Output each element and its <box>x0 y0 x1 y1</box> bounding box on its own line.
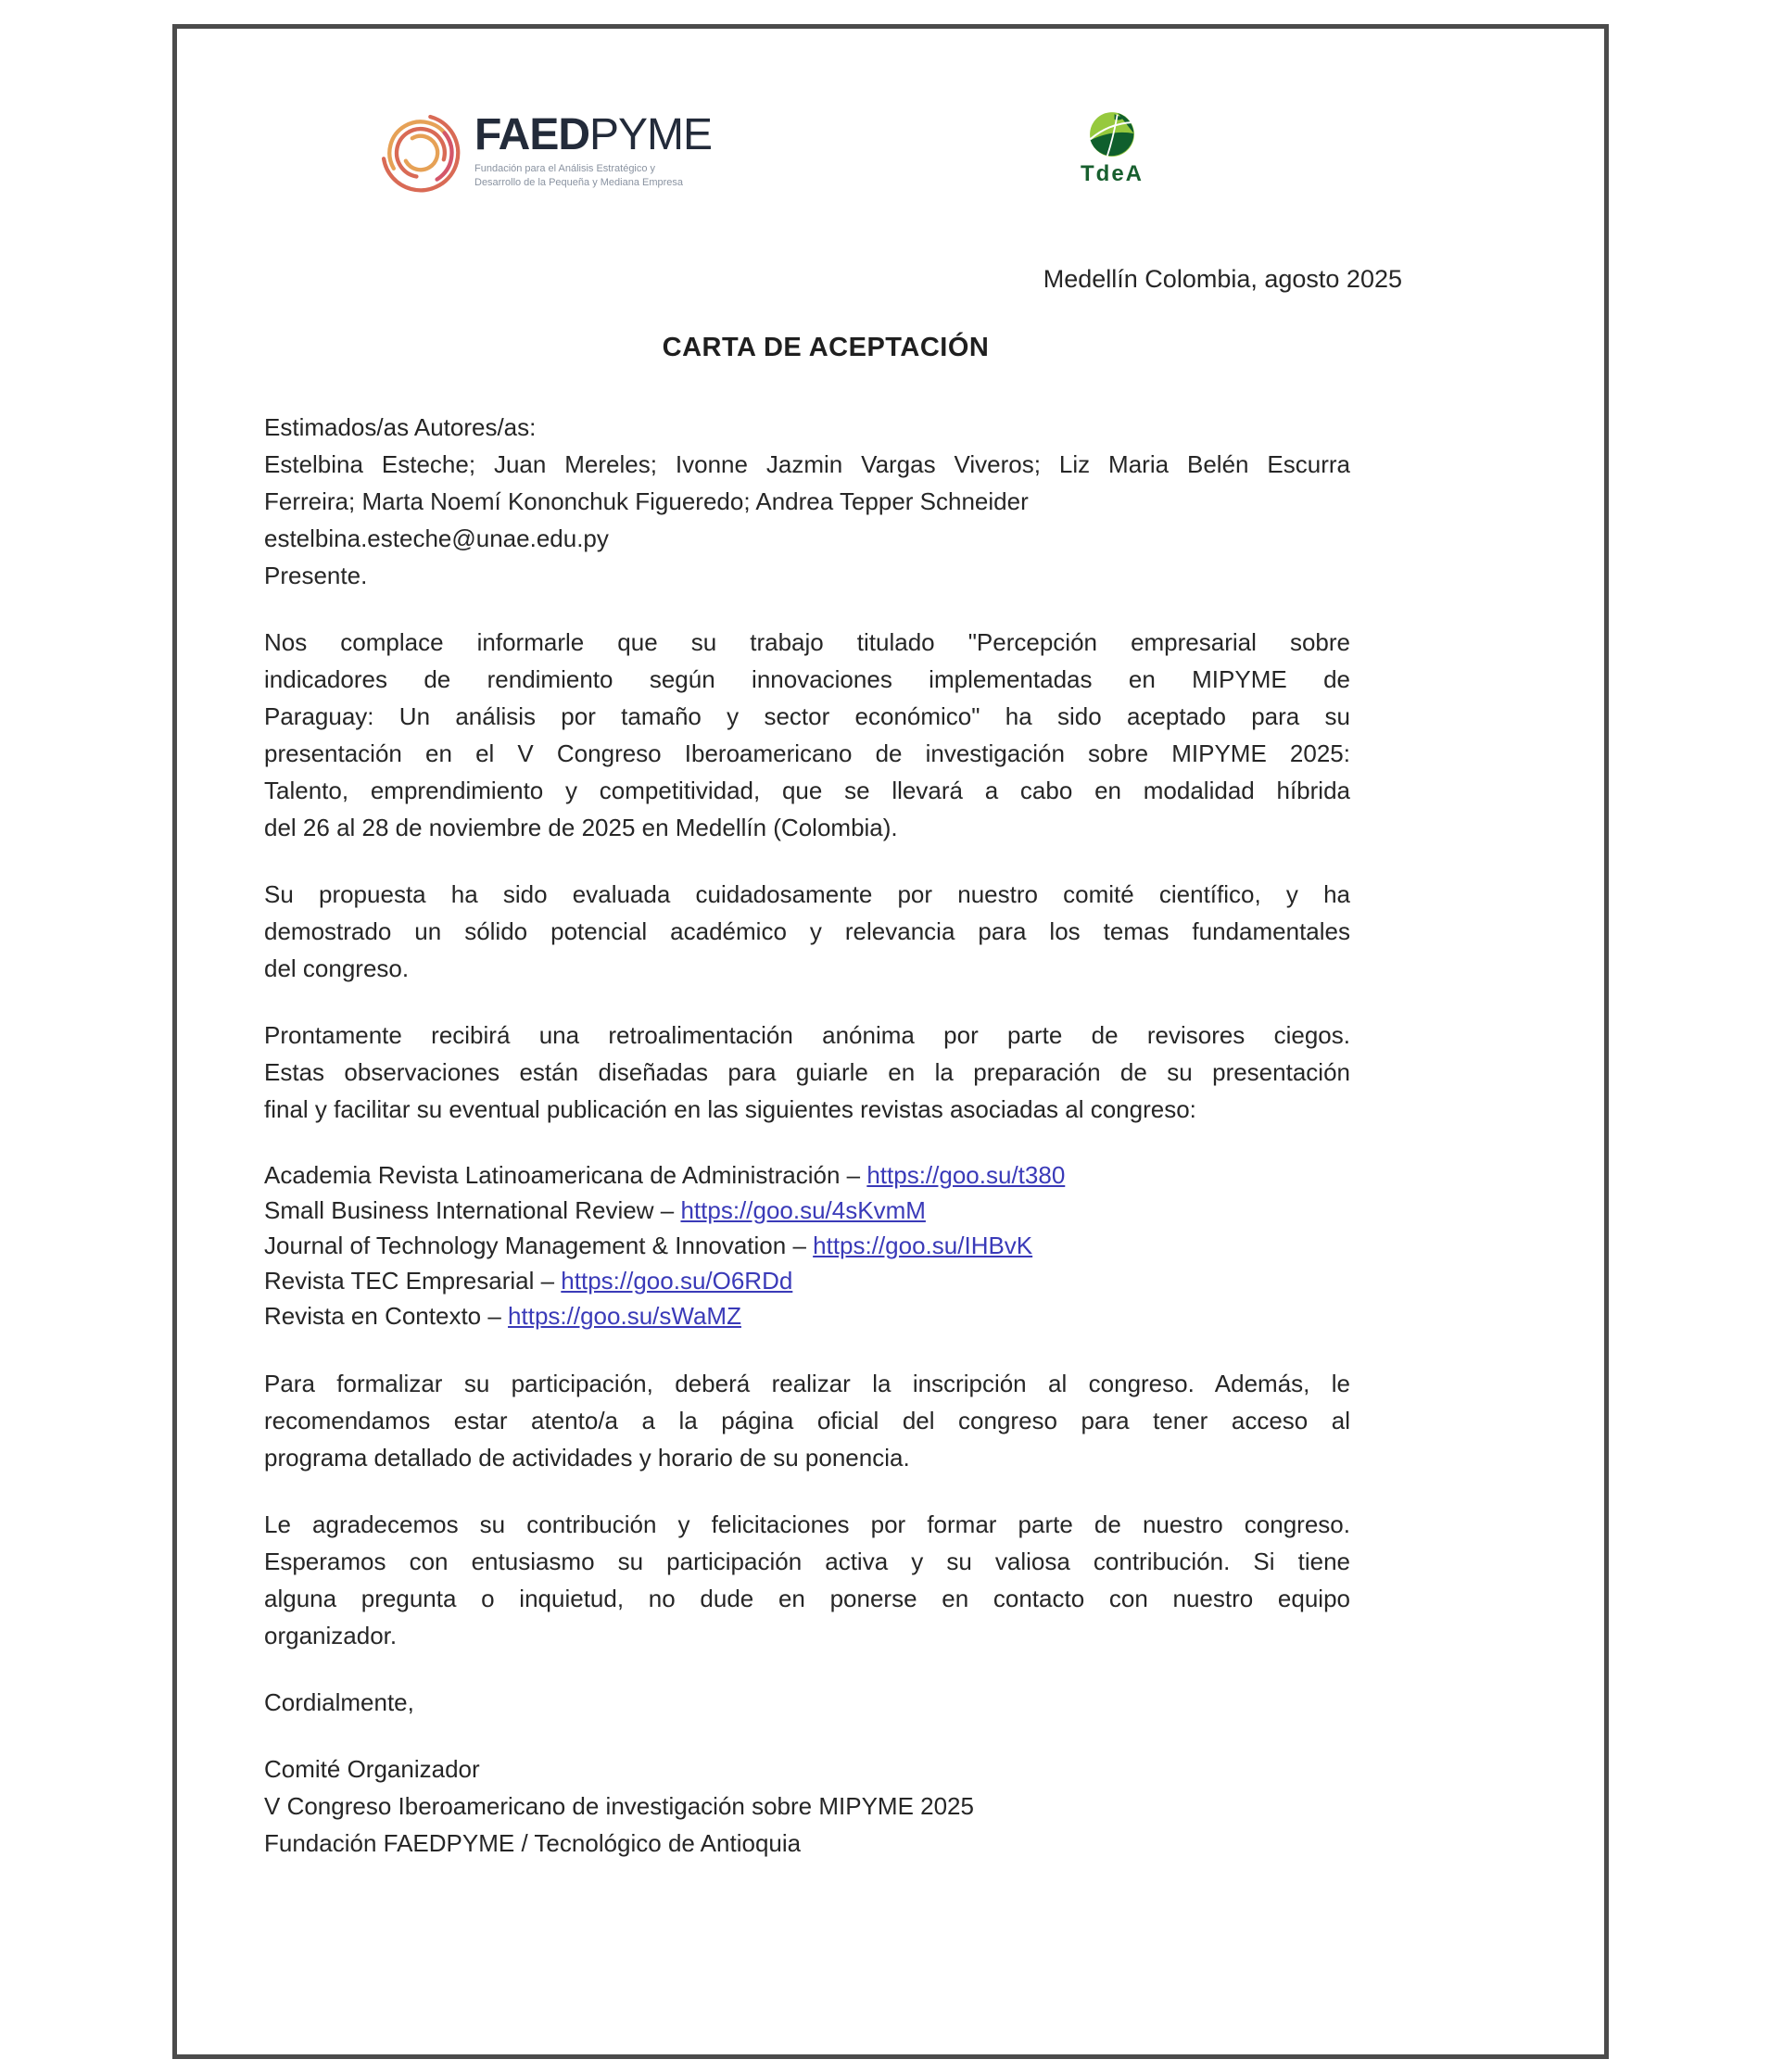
journal-name: Small Business International Review – <box>264 1196 681 1224</box>
signature-organizations: Fundación FAEDPYME / Tecnológico de Antioquia <box>264 1829 802 1857</box>
paragraph-line: final y facilitar su eventual publicación en las siguientes revistas asociadas al congreso: <box>264 1095 1196 1123</box>
paragraph-line: Nos complace informarle que su trabajo titulado "Percepción empresarial sobre <box>264 628 1350 656</box>
paragraph-thanks <box>264 1506 1350 1654</box>
paragraph-evaluation <box>264 876 1350 987</box>
letter-body <box>264 409 1350 1862</box>
dateline: Medellín Colombia, agosto 2025 <box>1043 265 1402 293</box>
faedpyme-wordmark-bold: FAED <box>474 110 590 159</box>
paragraph-line: Paraguay: Un análisis por tamaño y sector económico" ha sido aceptado para su <box>264 702 1350 730</box>
paragraph-line: Le agradecemos su contribución y felicitaciones por formar parte de nuestro congreso. <box>264 1510 1350 1538</box>
faedpyme-wordmark-light: PYME <box>589 110 713 159</box>
journal-name: Revista en Contexto – <box>264 1302 509 1330</box>
closing-salutation: Cordialmente, <box>264 1688 414 1716</box>
journal-item <box>264 1298 1350 1333</box>
paragraph-line: Para formalizar su participación, deberá realizar la inscripción al congreso. Además, le <box>264 1370 1350 1397</box>
letter-title: CARTA DE ACEPTACIÓN <box>662 333 990 362</box>
presente-line: Presente. <box>264 562 368 589</box>
journal-link[interactable]: https://goo.su/sWaMZ <box>508 1302 741 1330</box>
journal-name: Journal of Technology Management & Innovation – <box>264 1232 814 1259</box>
paragraph-line: del 26 al 28 de noviembre de 2025 en Medellín (Colombia). <box>264 814 898 841</box>
letter-page <box>172 24 1609 2059</box>
journal-item <box>264 1157 1350 1193</box>
paragraph-line: Estas observaciones están diseñadas para guiarle en la preparación de su presentación <box>264 1058 1350 1086</box>
paragraph-line: Su propuesta ha sido evaluada cuidadosamente por nuestro comité científico, y ha <box>264 880 1350 908</box>
journal-item <box>264 1263 1350 1298</box>
contact-email: estelbina.esteche@unae.edu.py <box>264 524 609 552</box>
journal-link[interactable]: https://goo.su/IHBvK <box>813 1232 1033 1259</box>
paragraph-line: Talento, emprendimiento y competitividad, que se llevará a cabo en modalidad híbrida <box>264 777 1350 804</box>
paragraph-line: indicadores de rendimiento según innovaciones implementadas en MIPYME de <box>264 665 1350 693</box>
paragraph-line: recomendamos estar atento/a a la página oficial del congreso para tener acceso al <box>264 1407 1350 1434</box>
journal-item <box>264 1193 1350 1228</box>
journal-link[interactable]: https://goo.su/t380 <box>866 1161 1066 1189</box>
journal-name: Academia Revista Latinoamericana de Administración – <box>264 1161 867 1189</box>
paragraph-line: Esperamos con entusiasmo su participación activa y su valiosa contribución. Si tiene <box>264 1548 1350 1575</box>
journal-name: Revista TEC Empresarial – <box>264 1267 562 1295</box>
paragraph-line: Prontamente recibirá una retroalimentación anónima por parte de revisores ciegos. <box>264 1021 1350 1049</box>
signature-congress: V Congreso Iberoamericano de investigación sobre MIPYME 2025 <box>264 1792 974 1820</box>
journal-link[interactable]: https://goo.su/4sKvmM <box>680 1196 926 1224</box>
paragraph-line: alguna pregunta o inquietud, no dude en ponerse en contacto con nuestro equipo <box>264 1585 1350 1612</box>
paragraph-registration <box>264 1365 1350 1476</box>
tdea-globe-icon <box>1088 110 1136 158</box>
faedpyme-logo <box>374 108 712 197</box>
signature-block <box>264 1750 1350 1862</box>
tdea-logo <box>1061 110 1163 187</box>
faedpyme-swirl-icon <box>374 108 463 197</box>
paragraph-line: del congreso. <box>264 954 410 982</box>
paragraph-line: programa detallado de actividades y horario de su ponencia. <box>264 1444 910 1472</box>
paragraph-line: demostrado un sólido potencial académico y relevancia para los temas fundamentales <box>264 917 1350 945</box>
journal-item <box>264 1228 1350 1263</box>
salutation: Estimados/as Autores/as: <box>264 413 537 441</box>
paragraph-line: presentación en el V Congreso Iberoamericano de investigación sobre MIPYME 2025: <box>264 739 1350 767</box>
faedpyme-text <box>474 112 712 197</box>
signature-committee: Comité Organizador <box>264 1755 480 1783</box>
paragraph-acceptance <box>264 624 1350 846</box>
authors-line: Ferreira; Marta Noemí Kononchuk Figueredo; Andrea Tepper Schneider <box>264 487 1029 515</box>
journal-list <box>264 1157 1350 1333</box>
journal-link[interactable]: https://goo.su/O6RDd <box>561 1267 793 1295</box>
authors-line: Estelbina Esteche; Juan Mereles; Ivonne Jazmin Vargas Viveros; Liz Maria Belén Escurra <box>264 450 1350 478</box>
recipients-block <box>264 409 1350 594</box>
paragraph-line: organizador. <box>264 1622 398 1649</box>
faedpyme-wordmark <box>474 112 712 158</box>
tdea-wordmark: TdeA <box>1081 161 1144 186</box>
faedpyme-tagline <box>474 162 712 190</box>
paragraph-feedback <box>264 1017 1350 1128</box>
faedpyme-tagline-line1: Fundación para el Análisis Estratégico y <box>474 163 656 174</box>
faedpyme-tagline-line2: Desarrollo de la Pequeña y Mediana Empresa <box>474 177 684 188</box>
